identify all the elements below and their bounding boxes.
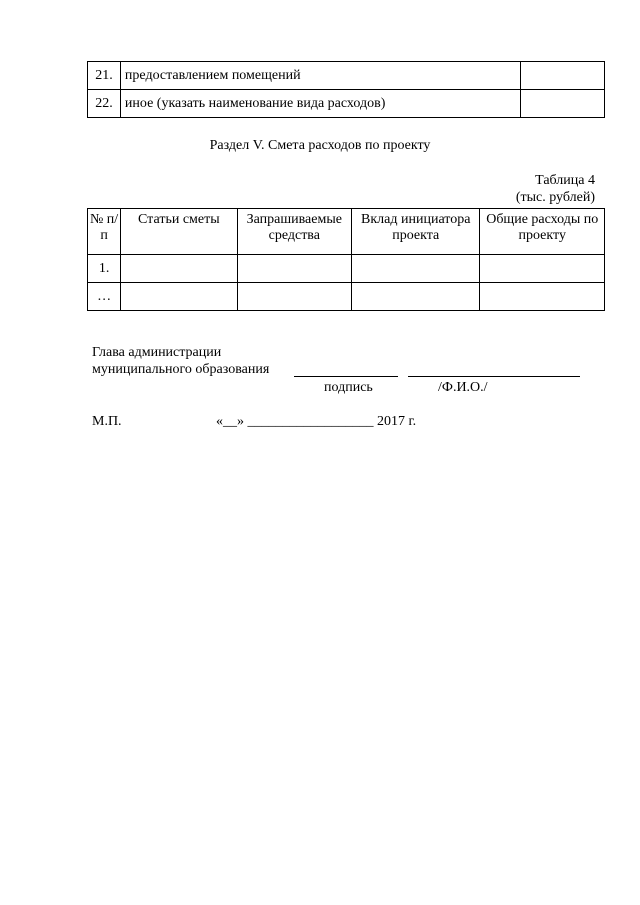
expense-items-table [87, 61, 605, 118]
row-number: 21. [88, 62, 121, 90]
row-description: иное (указать наименование вида расходов) [120, 90, 520, 118]
initiator-cell[interactable] [352, 255, 480, 283]
initiator-cell[interactable] [352, 283, 480, 311]
table-row [88, 283, 605, 311]
signatory-line-1: Глава администрации [92, 345, 222, 360]
table-header-row [88, 209, 605, 255]
column-header-initiator: Вклад инициатора проекта [352, 209, 480, 255]
item-cell[interactable] [121, 283, 237, 311]
row-value-cell[interactable] [521, 62, 605, 90]
date-line: «__» __________________ 2017 г. [216, 414, 417, 429]
row-value-cell[interactable] [521, 90, 605, 118]
total-cell[interactable] [480, 283, 605, 311]
requested-cell[interactable] [237, 283, 351, 311]
requested-cell[interactable] [237, 255, 351, 283]
column-header-item: Статьи сметы [121, 209, 237, 255]
table-label: Таблица 4 [535, 173, 595, 188]
item-cell[interactable] [121, 255, 237, 283]
column-header-number: № п/п [88, 209, 121, 255]
table-row [88, 90, 605, 118]
total-cell[interactable] [480, 255, 605, 283]
row-number: … [88, 283, 121, 311]
signatory-line-2: муниципального образования [92, 362, 270, 377]
table-caption [516, 172, 595, 206]
signature-line[interactable] [294, 376, 398, 377]
row-description: предоставлением помещений [120, 62, 520, 90]
table-row [88, 62, 605, 90]
name-caption: /Ф.И.О./ [438, 380, 488, 395]
column-header-total: Общие расходы по проекту [480, 209, 605, 255]
row-number: 22. [88, 90, 121, 118]
table-unit: (тыс. рублей) [515, 190, 595, 205]
budget-table [87, 208, 605, 311]
row-number: 1. [88, 255, 121, 283]
section-title: Раздел V. Смета расходов по проекту [209, 138, 431, 153]
table-row [88, 255, 605, 283]
signatory-label [92, 344, 269, 378]
signature-caption: подпись [324, 380, 373, 395]
column-header-requested: Запрашиваемые средства [237, 209, 351, 255]
stamp-label: М.П. [92, 414, 122, 429]
name-line[interactable] [408, 376, 580, 377]
